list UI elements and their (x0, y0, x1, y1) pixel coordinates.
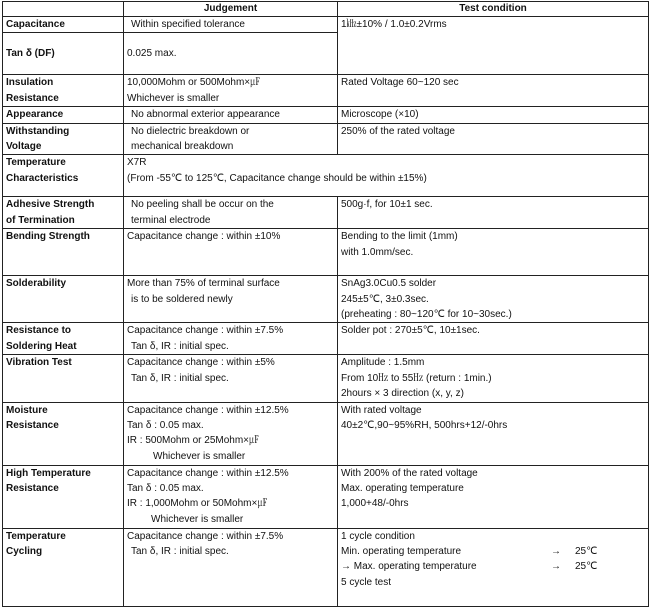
header-condition: Test condition (338, 2, 649, 17)
row-temperature-characteristics (3, 155, 649, 197)
judgement-insulation: 10,000Mohm or 500Mohm×㎌ Whichever is smaller (124, 75, 338, 107)
judgement-bending: Capacitance change : within ±10% (124, 229, 338, 276)
judgement-vibration: Capacitance change : within ±5% Tan δ, IR : initial spec. (124, 355, 338, 402)
cycle-step-max: → Max. operating temperature → 25℃ (341, 559, 645, 574)
item-bending: Bending Strength (3, 229, 124, 276)
condition-withstanding: 250% of the rated voltage (338, 123, 649, 155)
right-arrow-icon: → (551, 561, 561, 573)
judgement-withstanding: No dielectric breakdown or mechanical breakdown (124, 123, 338, 155)
judgement-temperature-cycling: Capacitance change : within ±7.5% Tan δ, IR : initial spec. (124, 528, 338, 606)
row-soldering-heat (3, 323, 649, 355)
item-moisture: Moisture Resistance (3, 402, 124, 465)
test-spec-table (2, 1, 649, 607)
right-arrow-icon: → (551, 545, 561, 557)
item-temperature-cycling: Temperature Cycling (3, 528, 124, 606)
judgement-high-temperature: Capacitance change : within ±12.5% Tan δ : 0.05 max. IR : 1,000Mohm or 50Mohm×㎌ Whichever is smaller (124, 465, 338, 528)
item-tan-delta: Tan δ (DF) (3, 33, 124, 75)
item-high-temperature: High Temperature Resistance (3, 465, 124, 528)
item-solderability: Solderability (3, 276, 124, 323)
judgement-solderability: More than 75% of terminal surface is to be soldered newly (124, 276, 338, 323)
item-vibration: Vibration Test (3, 355, 124, 402)
item-withstanding: Withstanding Voltage (3, 123, 124, 155)
row-appearance (3, 107, 649, 123)
condition-vibration: Amplitude : 1.5mm From 10㎐ to 55㎐ (return : 1min.) 2hours × 3 direction (x, y, z) (338, 355, 649, 402)
item-insulation: Insulation Resistance (3, 75, 124, 107)
row-vibration (3, 355, 649, 402)
judgement-tan-delta: 0.025 max. (124, 33, 338, 75)
condition-appearance: Microscope (×10) (338, 107, 649, 123)
row-bending (3, 229, 649, 276)
row-moisture (3, 402, 649, 465)
item-soldering-heat: Resistance to Soldering Heat (3, 323, 124, 355)
header-judgement: Judgement (124, 2, 338, 17)
condition-high-temperature: With 200% of the rated voltage Max. operating temperature 1,000+48/-0hrs (338, 465, 649, 528)
row-capacitance (3, 17, 649, 33)
row-temperature-cycling (3, 528, 649, 606)
cycle-step-min: Min. operating temperature → 25℃ (341, 544, 645, 559)
judgement-temperature-characteristics: X7R (From -55℃ to 125℃, Capacitance change should be within ±15%) (124, 155, 649, 197)
condition-solderability: SnAg3.0Cu0.5 solder 245±5℃, 3±0.3sec. (preheating : 80~120℃ for 10~30sec.) (338, 276, 649, 323)
judgement-adhesive: No peeling shall be occur on the terminal electrode (124, 197, 338, 229)
row-solderability (3, 276, 649, 323)
item-appearance: Appearance (3, 107, 124, 123)
condition-adhesive: 500g·f, for 10±1 sec. (338, 197, 649, 229)
judgement-moisture: Capacitance change : within ±12.5% Tan δ : 0.05 max. IR : 500Mohm or 25Mohm×㎌ Whichever is smaller (124, 402, 338, 465)
item-adhesive: Adhesive Strength of Termination (3, 197, 124, 229)
row-insulation (3, 75, 649, 107)
judgement-appearance: No abnormal exterior appearance (124, 107, 338, 123)
header-row (3, 2, 649, 17)
item-capacitance: Capacitance (3, 17, 124, 33)
row-high-temperature (3, 465, 649, 528)
row-withstanding (3, 123, 649, 155)
condition-capacitance: 1㎑±10% / 1.0±0.2Vrms (338, 17, 649, 75)
judgement-soldering-heat: Capacitance change : within ±7.5% Tan δ, IR : initial spec. (124, 323, 338, 355)
condition-insulation: Rated Voltage 60~120 sec (338, 75, 649, 107)
row-adhesive (3, 197, 649, 229)
item-temperature-characteristics: Temperature Characteristics (3, 155, 124, 197)
condition-moisture: With rated voltage 40±2℃,90~95%RH, 500hrs+12/-0hrs (338, 402, 649, 465)
header-item (3, 2, 124, 17)
condition-temperature-cycling: 1 cycle condition Min. operating temperature → 25℃ → Max. operating temperature → 25℃ 5 cycle test (338, 528, 649, 606)
condition-bending: Bending to the limit (1mm) with 1.0mm/sec. (338, 229, 649, 276)
judgement-capacitance: Within specified tolerance (124, 17, 338, 33)
condition-soldering-heat: Solder pot : 270±5℃, 10±1sec. (338, 323, 649, 355)
